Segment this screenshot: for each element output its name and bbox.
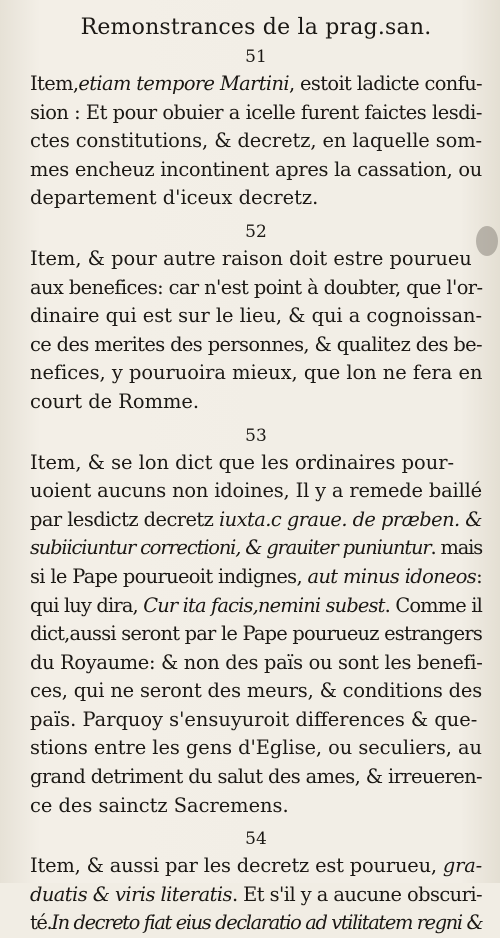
text-run: ce des sainctz Sacremens. (30, 793, 289, 817)
section-number: 53 (245, 425, 267, 446)
text-line (30, 184, 482, 213)
text-run: qui luy dira, (30, 593, 144, 617)
running-head: Remonstrances de la prag.san. (80, 15, 432, 40)
text-run: si le Pape pourueoit indignes, (30, 564, 308, 588)
text-line (30, 734, 482, 763)
text-run: court de Romme. (30, 389, 199, 413)
text-line (30, 127, 482, 156)
text-run: païs. Parquoy s'ensuyuroit differences & que- (30, 707, 478, 731)
text-line (30, 649, 482, 678)
text-line (30, 331, 482, 360)
text-run: stions entre les gens d'Eglise, ou seculiers, au (30, 736, 482, 760)
section-number: 52 (245, 221, 267, 242)
italic-text: Cur ita facis,nemini subest (143, 593, 385, 617)
text-line (30, 792, 482, 821)
text-line (30, 99, 482, 128)
text-run: uoient aucuns non idoines, Il y a remede baillé (30, 479, 482, 503)
text-run: ces, qui ne seront des meurs, & conditions des (30, 679, 482, 703)
text-line (30, 909, 482, 938)
paragraph (30, 449, 482, 821)
text-line (30, 70, 482, 99)
text-run: dinaire qui est sur le lieu, & qui a cognoissan- (30, 304, 482, 328)
text-line (30, 592, 482, 621)
text-line (30, 677, 482, 706)
text-run: . Comme il (384, 593, 482, 617)
text-line (30, 274, 482, 303)
text-run: par lesdictz decretz (30, 507, 219, 531)
text-run: grand detriment du salut des ames, & irreueren- (30, 765, 482, 789)
text-line (30, 881, 482, 910)
text-run: Item, & aussi par les decretz est pourueu, (30, 854, 443, 878)
text-run: : (476, 564, 483, 588)
italic-text: etiam tempore Martini (78, 72, 289, 95)
text-line (30, 156, 482, 185)
text-run: Item, & se lon dict que les ordinaires pour- (30, 450, 455, 474)
paragraph (30, 245, 482, 417)
body-text (30, 46, 482, 938)
text-run: ce des merites des personnes, & qualitez des be- (30, 332, 482, 356)
paragraph (30, 852, 482, 938)
italic-text: gra- (442, 854, 482, 878)
text-line (30, 534, 482, 563)
text-line (30, 620, 482, 649)
italic-text: iuxta.c graue. de præben. & (218, 507, 482, 531)
text-line (30, 563, 482, 592)
italic-text: In decreto fiat eius declaratio ad vtilitatem regni & (51, 911, 483, 935)
text-line (30, 852, 482, 881)
paragraph (30, 70, 482, 213)
text-line (30, 506, 482, 535)
text-run: departement d'iceux decretz. (30, 186, 319, 210)
text-line (30, 245, 482, 274)
text-run: té. (30, 911, 52, 935)
text-run: ctes constitutions, & decretz, en laquelle som- (30, 129, 482, 153)
text-run: dict,aussi seront par le Pape pourueuz estrangers (30, 622, 482, 646)
text-line (30, 449, 482, 478)
text-line (30, 302, 482, 331)
text-line (30, 706, 482, 735)
text-line (30, 359, 482, 388)
section-number: 51 (245, 47, 267, 67)
italic-text: subiiciuntur correctioni, & grauiter puniuntur (30, 536, 431, 560)
text-run: mes encheuz incontinent apres la cassation, ou (30, 157, 482, 181)
text-line (30, 477, 482, 506)
text-run: . Et s'il y a aucune obscuri- (231, 882, 482, 906)
text-run: Item, & pour autre raison doit estre pourueu (30, 246, 472, 270)
text-run: , estoit ladicte confu- (288, 72, 482, 95)
text-run: . mais (430, 536, 482, 560)
text-run: nefices, y pouruoira mieux, que lon ne fera en (30, 361, 483, 385)
text-run: sion : Et pour obuier a icelle furent faictes lesdi- (30, 100, 482, 124)
italic-text: aut minus idoneos (307, 564, 477, 588)
text-run: aux benefices: car n'est point à doubter, que l'or- (30, 275, 483, 299)
section-number: 54 (245, 829, 267, 850)
italic-text: duatis & viris literatis (30, 882, 232, 906)
ink-stain (476, 226, 498, 256)
text-run: du Royaume: & non des païs ou sont les benefi- (30, 650, 483, 674)
text-run: Item, (30, 72, 79, 95)
text-line (30, 388, 482, 417)
text-line (30, 763, 482, 792)
